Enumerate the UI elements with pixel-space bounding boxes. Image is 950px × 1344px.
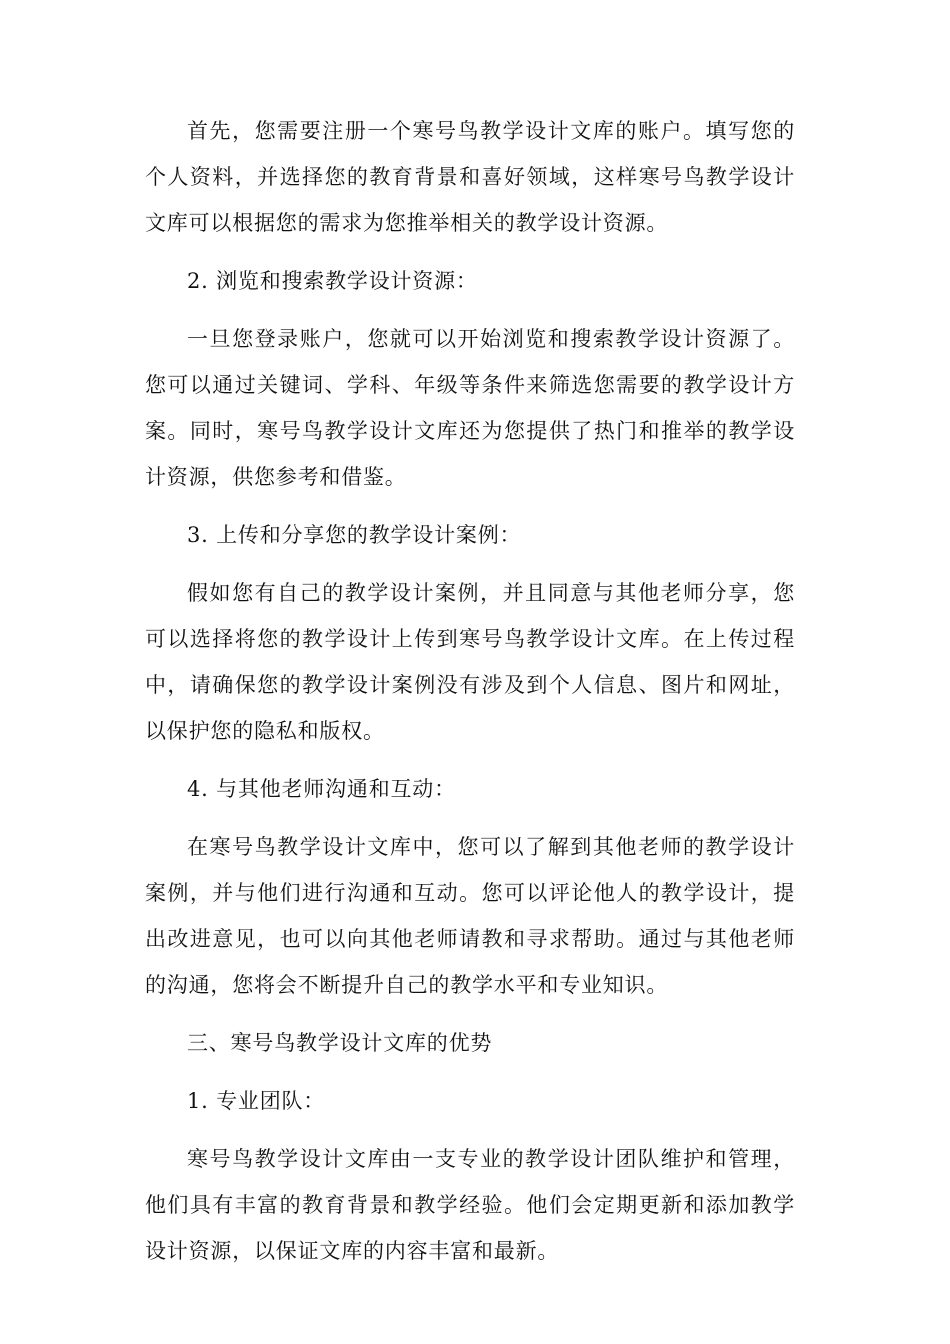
document-body [145, 108, 795, 1286]
heading-upload-share: 3. 上传和分享您的教学设计案例： [187, 523, 522, 547]
heading-professional-team: 1. 专业团队： [187, 1089, 326, 1113]
paragraph-register-account: 首先，您需要注册一个寒号鸟教学设计文库的账户。填写您的个人资料，并选择您的教育背景和喜好领域，这样寒号鸟教学设计文库可以根据您的需求为您推举相关的教学设计资源。 [145, 119, 795, 235]
section-heading-advantages: 三、寒号鸟教学设计文库的优势 [187, 1031, 493, 1055]
paragraph-upload-share: 假如您有自己的教学设计案例，并且同意与其他老师分享，您可以选择将您的教学设计上传到寒号鸟教学设计文库。在上传过程中，请确保您的教学设计案例没有涉及到个人信息、图片和网址，以保护您的隐私和版权。 [145, 581, 795, 743]
heading-browse-search: 2. 浏览和搜索教学设计资源： [187, 269, 478, 293]
paragraph-professional-team: 寒号鸟教学设计文库由一支专业的教学设计团队维护和管理，他们具有丰富的教育背景和教学经验。他们会定期更新和添加教学设计资源，以保证文库的内容丰富和最新。 [145, 1147, 795, 1263]
heading-communicate: 4. 与其他老师沟通和互动： [187, 777, 456, 801]
paragraph-browse-search: 一旦您登录账户，您就可以开始浏览和搜索教学设计资源了。您可以通过关键词、学科、年级等条件来筛选您需要的教学设计方案。同时，寒号鸟教学设计文库还为您提供了热门和推举的教学设计资源，供您参考和借鉴。 [145, 327, 795, 489]
paragraph-communicate: 在寒号鸟教学设计文库中，您可以了解到其他老师的教学设计案例，并与他们进行沟通和互动。您可以评论他人的教学设计，提出改进意见，也可以向其他老师请教和寻求帮助。通过与其他老师的沟通，您将会不断提升自己的教学水平和专业知识。 [145, 835, 795, 997]
